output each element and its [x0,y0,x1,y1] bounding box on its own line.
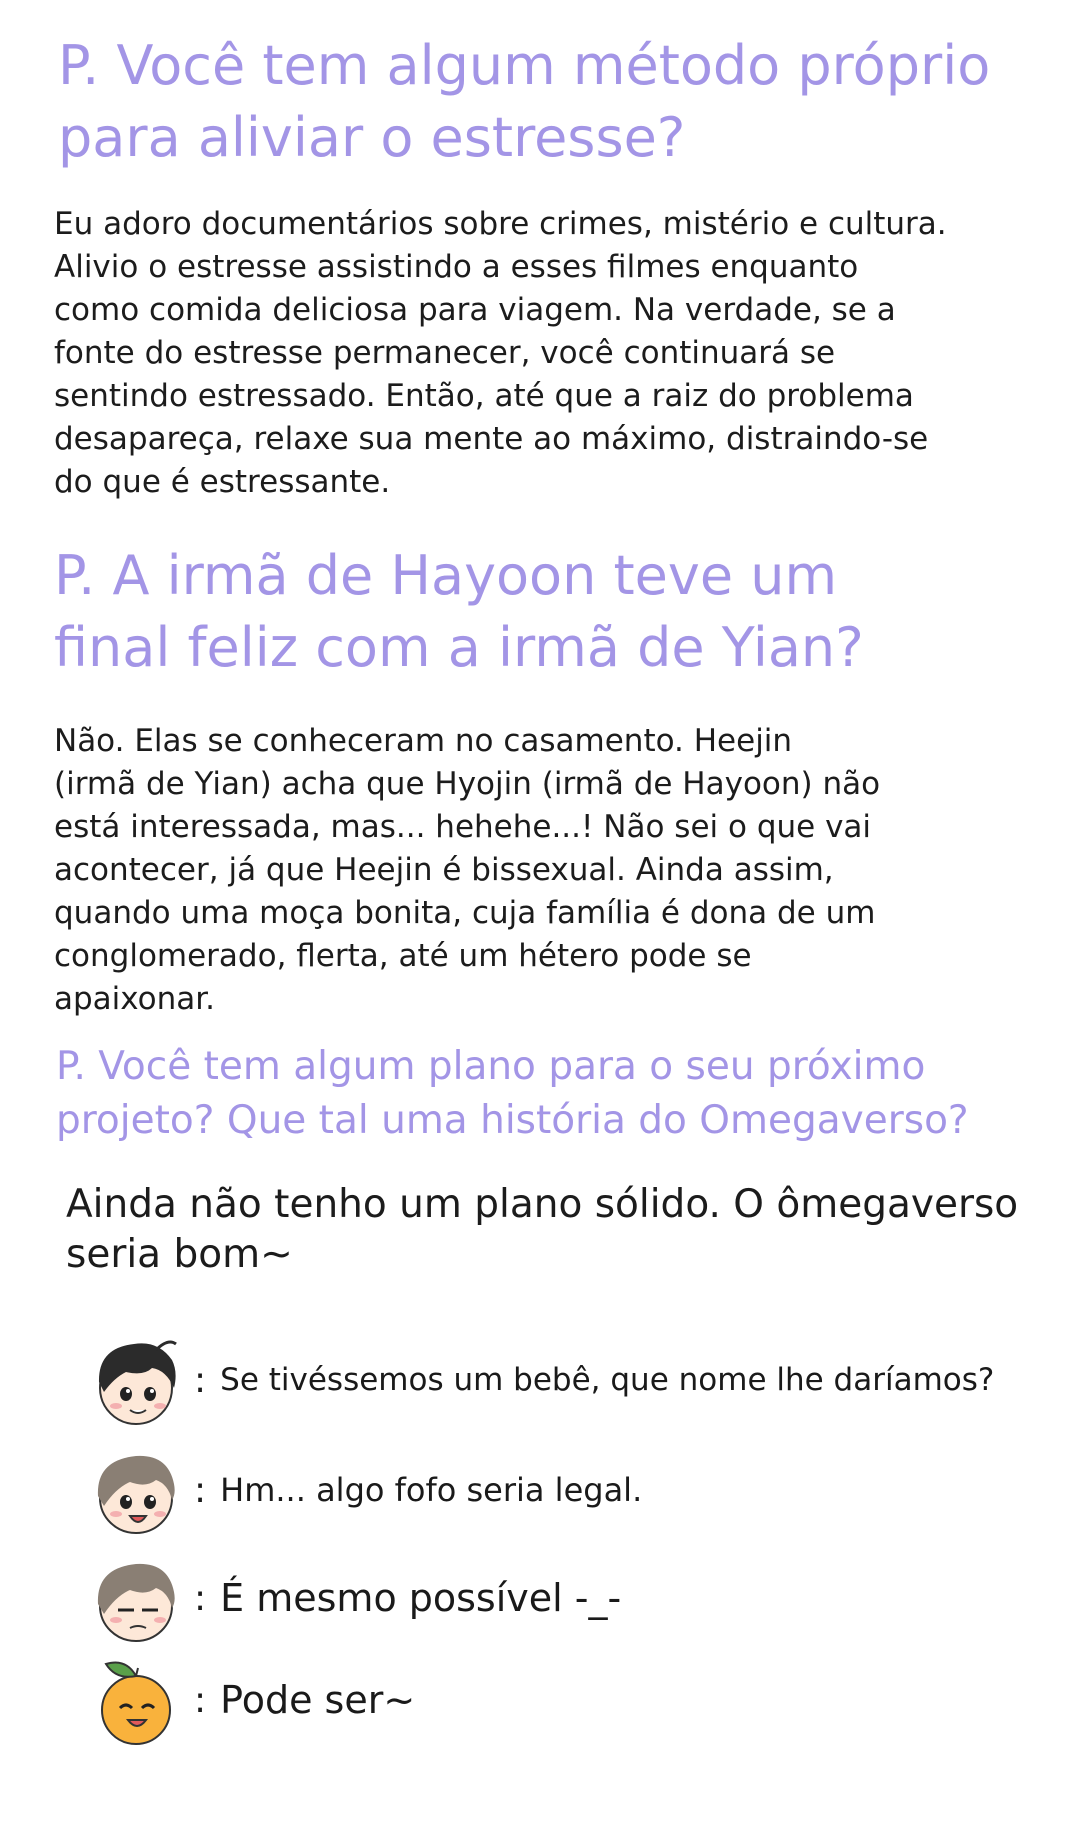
light-hair-boy-annoyed-avatar-icon [86,1548,186,1648]
chat-text: É mesmo possível -_- [220,1576,622,1620]
question-hayoon-sister: P. A irmã de Hayoon teve um final feliz com a irmã de Yian? [54,544,864,679]
chat-line-4 [86,1650,415,1750]
answer-stress-relief: Eu adoro documentários sobre crimes, mistério e cultura. Alivio o estresse assistindo a esses filmes enquanto como comida deliciosa para viagem. Na verdade, se a fonte do estresse permanecer, você continuará se sentindo estressado. Então, até que a raiz do problema desapareça, relaxe sua mente ao máximo, distraindo-se do que é estressante. [54,206,947,500]
dark-hair-boy-avatar-icon [86,1330,186,1430]
chat-line-1 [86,1330,994,1430]
chat-separator: : [194,1577,207,1619]
question-next-project: P. Você tem algum plano para o seu próximo projeto? Que tal uma história do Omegaverso? [56,1044,969,1143]
chat-text: Pode ser~ [220,1678,416,1722]
chat-text: Hm... algo fofo seria legal. [220,1471,643,1509]
answer-next-project: Ainda não tenho um plano sólido. O ômegaverso seria bom~ [66,1182,1019,1277]
chat-separator: : [194,1469,207,1511]
light-hair-boy-smiling-avatar-icon [86,1440,186,1540]
question-stress-relief: P. Você tem algum método próprio para aliviar o estresse? [58,34,991,169]
chat-line-3 [86,1548,621,1648]
orange-fruit-avatar-icon [86,1650,186,1750]
answer-hayoon-sister: Não. Elas se conheceram no casamento. Heejin (irmã de Yian) acha que Hyojin (irmã de Hayoon) não está interessada, mas... hehehe...! Não sei o que vai acontecer, já que Heejin é bissexual. Ainda assim, quando uma moça bonita, cuja família é dona de um conglomerado, flerta, até um hétero pode se apaixonar. [54,723,881,1017]
chat-separator: : [194,1359,207,1401]
chat-separator: : [194,1679,207,1721]
chat-line-2 [86,1440,642,1540]
chat-text: Se tivéssemos um bebê, que nome lhe daríamos? [220,1362,995,1398]
